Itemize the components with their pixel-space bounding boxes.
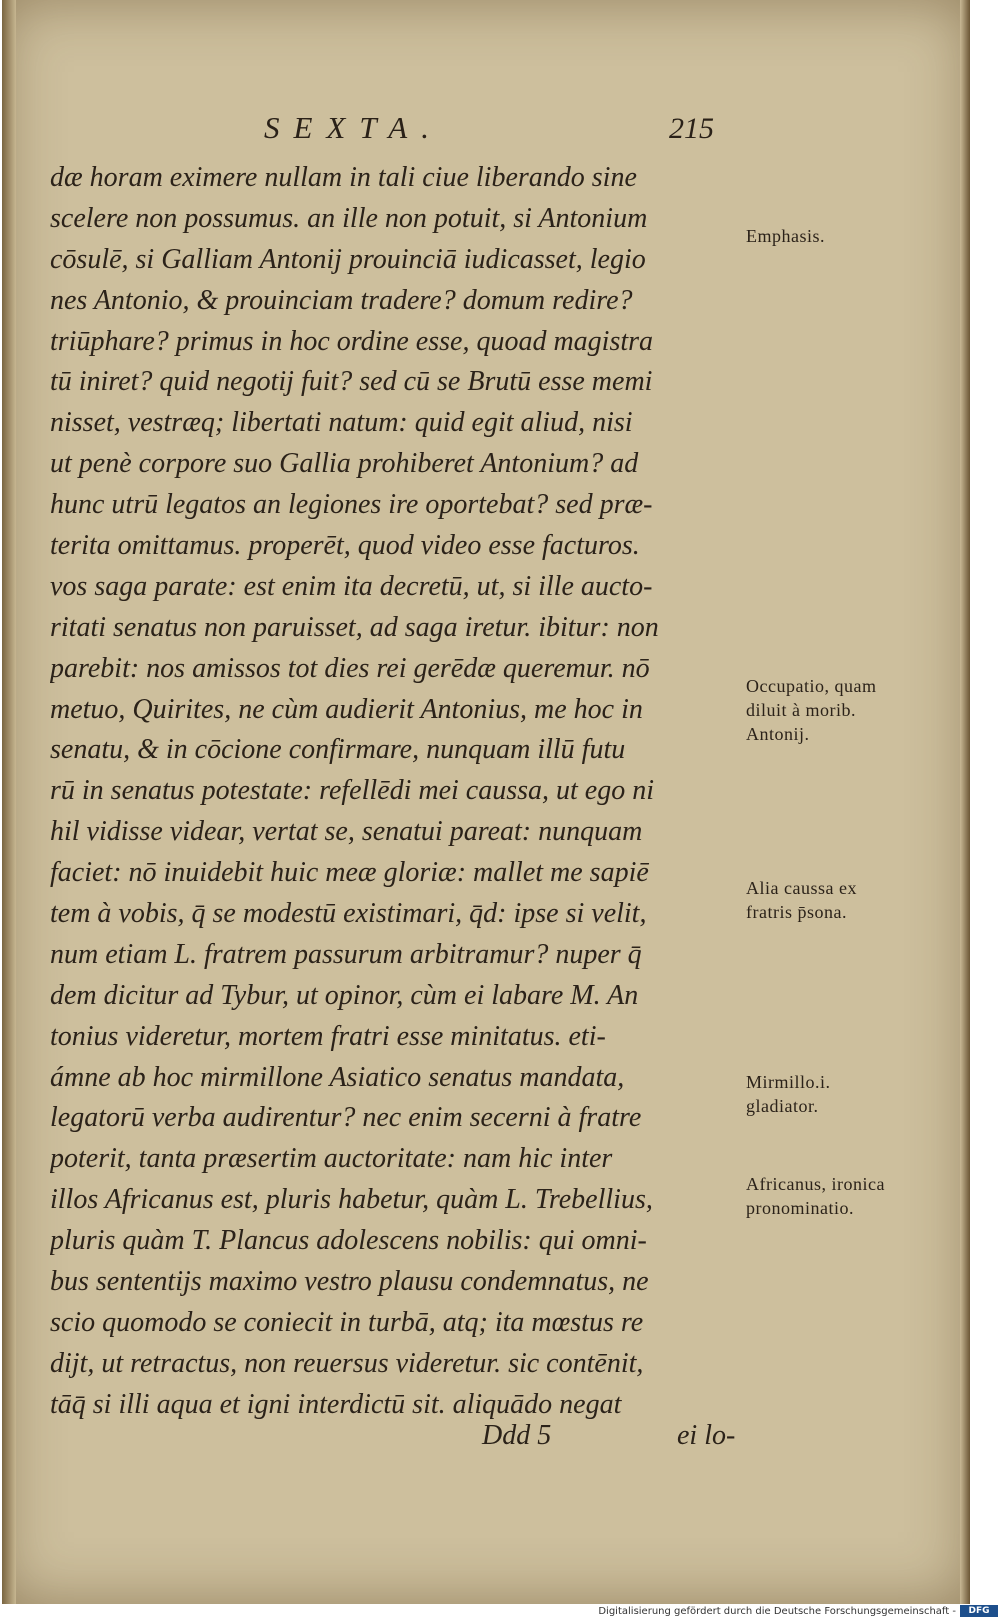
text-line: tonius videretur, mortem fratri esse minitatus. eti- — [50, 1020, 606, 1052]
running-head: SEXTA. — [264, 110, 443, 145]
text-line: nisset, vestræq; libertati natum: quid egit aliud, nisi — [50, 407, 633, 439]
footer-strip — [0, 1604, 1000, 1619]
text-line: poterit, tanta præsertim auctoritate: nam hic inter — [50, 1143, 613, 1175]
text-line: metuo, Quirites, ne cùm audierit Antonius, me hoc in — [50, 693, 643, 725]
text-line: cōsulē, si Galliam Antonij prouinciā iudicasset, legio — [50, 243, 646, 275]
dfg-logo: DFG — [960, 1605, 998, 1617]
text-line: senatu, & in cōcione confirmare, nunquam illū futu — [50, 734, 626, 766]
text-line: ámne ab hoc mirmillone Asiatico senatus mandata, — [50, 1061, 625, 1093]
page-number: 215 — [669, 112, 714, 145]
text-line: tāq̄ si illi aqua et igni interdictū sit. aliquādo negat — [50, 1388, 622, 1420]
text-line: tū iniret? quid negotij fuit? sed cū se Brutū esse memi — [50, 366, 653, 398]
text-line: nes Antonio, & prouinciam tradere? domum redire? — [50, 284, 633, 316]
page-scan — [2, 0, 970, 1604]
body-text — [50, 158, 740, 1426]
text-line: parebit: nos amissos tot dies rei gerēdæ queremur. nō — [50, 652, 650, 684]
marginal-note-alia-caussa: Alia caussa ex fratris p̄sona. — [746, 878, 857, 922]
catchline — [482, 1420, 742, 1460]
text-line: terita omittamus. properēt, quod video esse facturos. — [50, 530, 640, 562]
text-line: faciet: nō inuidebit huic meæ gloriæ: mallet me sapiē — [50, 857, 649, 889]
text-line: ut penè corpore suo Gallia prohiberet Antonium? ad — [50, 448, 639, 480]
text-line: rū in senatus potestate: refellēdi mei caussa, ut ego ni — [50, 775, 654, 807]
text-line: triūphare? primus in hoc ordine esse, quoad magistra — [50, 325, 654, 357]
text-line: pluris quàm T. Plancus adolescens nobilis: qui omni- — [50, 1225, 647, 1257]
text-line: legatorū verba audirentur? nec enim secerni à fratre — [50, 1102, 642, 1134]
page-gutter-shadow — [2, 0, 16, 1604]
page-edge-shadow — [960, 0, 970, 1604]
catchword: ei lo- — [677, 1420, 736, 1451]
marginal-note-emphasis: Emphasis. — [746, 226, 825, 246]
text-line: scelere non possumus. an ille non potuit, si Antonium — [50, 202, 648, 234]
text-line: dæ horam eximere nullam in tali ciue liberando sine — [50, 162, 637, 193]
text-line: bus sententijs maximo vestro plausu condemnatus, ne — [50, 1266, 649, 1298]
text-line: dem dicitur ad Tybur, ut opinor, cùm ei labare M. An — [50, 979, 639, 1011]
text-line: ritati senatus non paruisset, ad saga iretur. ibitur: non — [50, 611, 659, 643]
marginal-note-africanus: Africanus, ironica pronominatio. — [746, 1174, 885, 1218]
text-line: dijt, ut retractus, non reuersus videretur. sic contēnit, — [50, 1347, 644, 1379]
text-line: hunc utrū legatos an legiones ire oportebat? sed præ- — [50, 489, 653, 521]
signature-mark: Ddd 5 — [482, 1420, 552, 1451]
marginal-note-mirmillo: Mirmillo.i. gladiator. — [746, 1072, 831, 1116]
text-line: vos saga parate: est enim ita decretū, ut, si ille aucto- — [50, 570, 653, 602]
text-line: scio quomodo se coniecit in turbā, atq; ita mœstus re — [50, 1306, 644, 1338]
digitization-credit: Digitalisierung gefördert durch die Deutsche Forschungsgemeinschaft - — [598, 1606, 956, 1617]
text-line: num etiam L. fratrem passurum arbitramur? nuper q̄ — [50, 938, 642, 970]
text-line: tem à vobis, q̄ se modestū existimari, q̄d: ipse si velit, — [50, 898, 647, 930]
marginal-note-occupatio: Occupatio, quam diluit à morib. Antonij. — [746, 676, 877, 744]
text-line: illos Africanus est, pluris habetur, quàm L. Trebellius, — [50, 1184, 653, 1216]
text-line: hil vidisse videar, vertat se, senatui pareat: nunquam — [50, 816, 643, 848]
